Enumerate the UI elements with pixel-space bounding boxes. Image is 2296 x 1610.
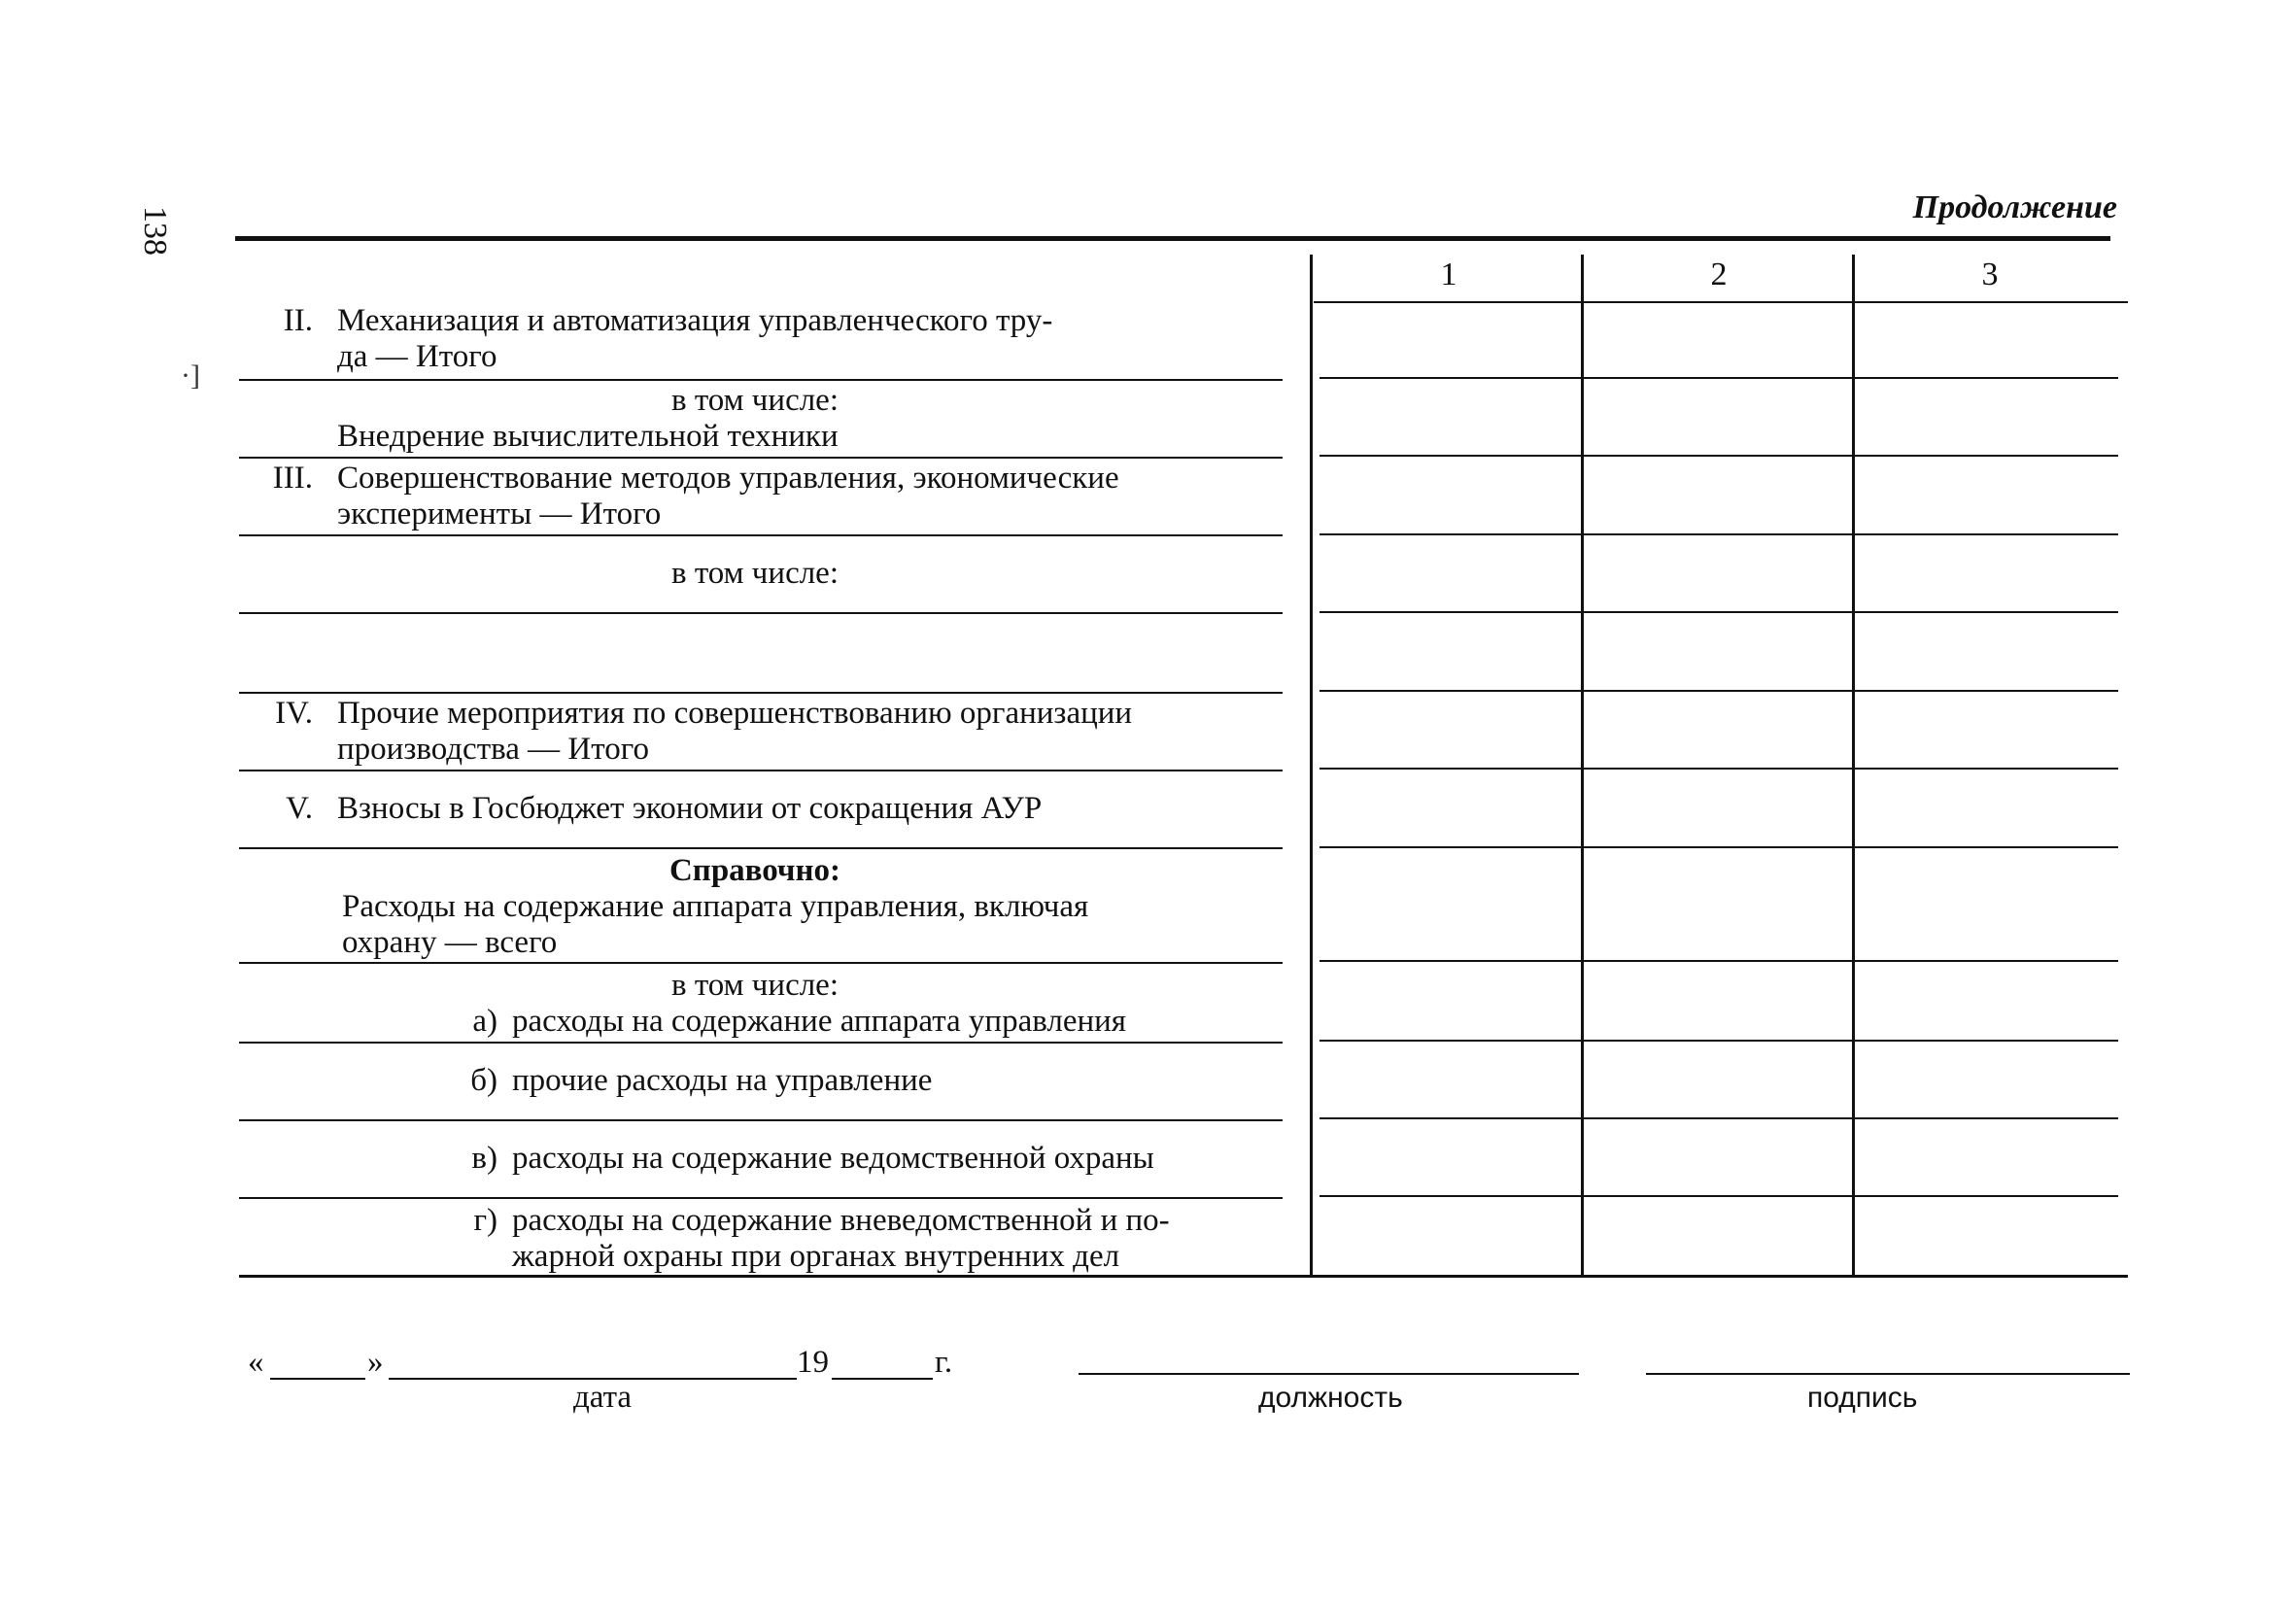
column-divider-2 [1581,255,1584,1275]
signature-blank[interactable] [1646,1373,2130,1375]
row-text-line: жарной охраны при органах внутренних дел [512,1239,1120,1274]
row-text-line: Взносы в Госбюджет экономии от сокращения АУР [337,791,1043,826]
row-rule [239,534,1283,536]
in-total-label: в том числе: [670,383,839,418]
in-total-label: в том числе: [670,556,839,591]
row-text-line: Внедрение вычислительной техники [337,419,839,454]
row-text-line: расходы на содержание вневедомственной и по- [512,1203,1170,1238]
row-text-line: Механизация и автоматизация управленческого тру- [337,303,1053,338]
row-rule [239,1119,1283,1121]
item-label: г) [473,1203,497,1238]
reference-title: Справочно: [668,853,841,888]
date-year-suffix: г. [935,1345,953,1380]
row-number: IV. [275,696,313,731]
row-number: III. [272,461,313,496]
signature-label: подпись [1807,1382,1918,1414]
row-rule-cells [1319,846,2118,848]
row-text-line: прочие расходы на управление [512,1063,933,1098]
row-rule-cells [1319,768,2118,770]
row-rule-cells [1319,1195,2118,1197]
column-header-3: 3 [1981,257,1999,292]
row-rule [239,847,1283,849]
item-label: в) [471,1141,497,1176]
row-rule [239,962,1283,964]
row-number: V. [286,791,313,826]
table-top-rule [235,236,2110,241]
row-rule [239,692,1283,694]
row-rule-cells [1319,960,2118,962]
row-rule-cells [1319,1040,2118,1042]
margin-mark: ·] [181,360,200,392]
position-blank[interactable] [1079,1373,1579,1375]
row-number: II. [283,303,313,338]
row-rule-cells [1319,455,2118,457]
row-rule [239,1042,1283,1044]
row-text-line: расходы на содержание аппарата управления [512,1004,1126,1039]
page-number: 138 [137,206,173,256]
row-text-line: Прочие мероприятия по совершенствованию организации [337,696,1133,731]
row-text-line: да — Итого [337,339,497,374]
date-day-blank[interactable] [270,1378,365,1380]
column-divider-3 [1852,255,1855,1275]
in-total-label: в том числе: [670,968,839,1003]
header-rule [1314,301,2128,303]
column-header-2: 2 [1710,257,1728,292]
date-quote-close: » [367,1345,384,1380]
table-bottom-rule [239,1275,2128,1278]
row-rule-cells [1319,1117,2118,1119]
row-rule [239,770,1283,771]
row-text-line: Расходы на содержание аппарата управления, включая [342,889,1089,924]
row-rule [239,612,1283,614]
position-label: должность [1258,1382,1403,1414]
item-label: а) [472,1004,497,1039]
row-rule [239,1197,1283,1199]
row-rule [239,457,1283,459]
column-header-1: 1 [1440,257,1457,292]
row-rule-cells [1319,690,2118,692]
row-text-line: расходы на содержание ведомственной охраны [512,1141,1154,1176]
row-text-line: Совершенствование методов управления, экономические [337,461,1119,496]
row-text-line: эксперименты — Итого [337,497,662,531]
date-year-blank[interactable] [832,1378,933,1380]
row-rule-cells [1319,533,2118,535]
row-rule [239,379,1283,381]
row-rule-cells [1319,611,2118,613]
date-label: дата [573,1380,633,1415]
date-quote-open: « [248,1345,264,1380]
item-label: б) [470,1063,497,1098]
row-text-line: охрану — всего [342,925,558,960]
row-rule-cells [1319,377,2118,379]
column-divider-1 [1310,255,1313,1275]
date-year-prefix: 19 [797,1345,829,1380]
continuation-label: Продолжение [1912,189,2117,225]
row-text-line: производства — Итого [337,732,649,767]
